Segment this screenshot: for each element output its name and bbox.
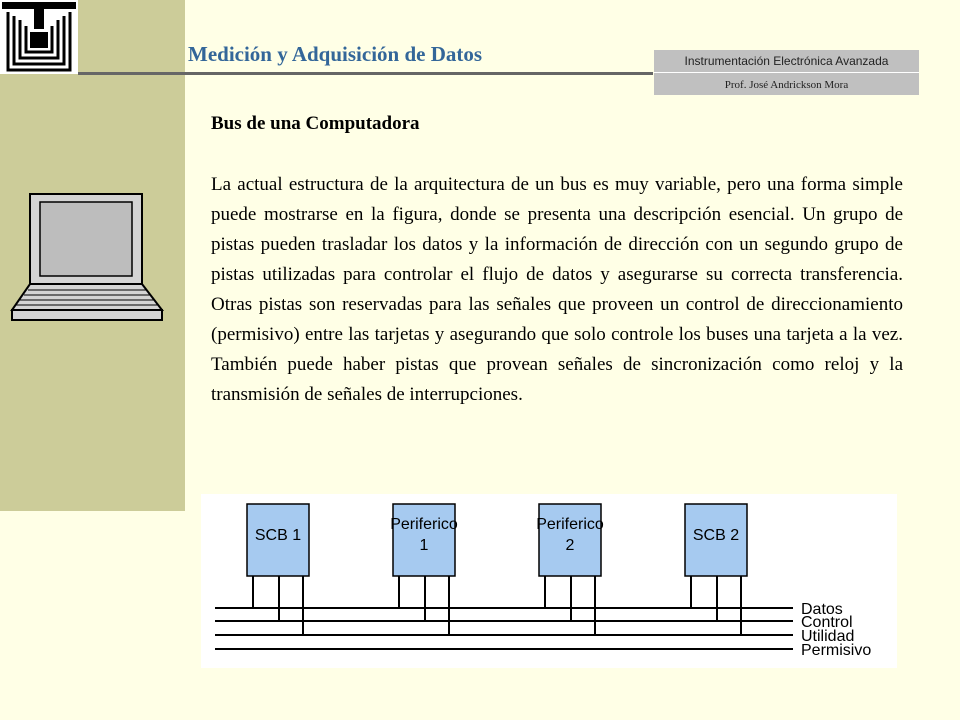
bus-card-label: Periferico [536,516,604,533]
section-heading: Bus de una Computadora [211,113,420,134]
bus-card-label: SCB 1 [254,527,302,544]
page-title: Medición y Adquisición de Datos [188,42,483,66]
body-paragraph: La actual estructura de la arquitectura de un bus es muy variable, pero una forma simple puede mostrarse en la figura, donde se presenta una descripción esencial. Un grupo de pistas pueden trasladar los datos y la información de dirección con un segundo grupo de pistas utilizadas para controlar el flujo de datos y asegurarse su correcta transferencia. Otras pistas son reservadas para las señales que proveen un control de direccionamiento (permisivo) entre las tarjetas y asegurando que solo controle los buses una tarjeta a la vez. También puede haber pistas que provean señales de sincronización como reloj y la transmisión de señales de interrupciones. [211,174,903,405]
bus-card-number: 1 [419,537,429,554]
laptop-illustration [10,192,168,324]
bus-diagram-svg [201,494,897,668]
institution-logo [0,0,78,74]
bus-line-label: Control [801,614,853,631]
bus-line-label: Utilidad [801,628,855,645]
course-label: Instrumentación Electrónica Avanzada [654,50,919,73]
laptop-icon [10,192,168,324]
bus-line-label: Datos [801,601,843,618]
bus-card-number: 2 [565,537,575,554]
bus-card-label: Periferico [390,516,458,533]
bus-card-label: SCB 2 [692,527,740,544]
bus-line-label: Permisivo [801,642,872,659]
professor-label: Prof. José Andrickson Mora [654,73,919,95]
header-divider [78,72,653,75]
logo-icon [0,0,78,74]
bus-diagram [201,494,897,668]
